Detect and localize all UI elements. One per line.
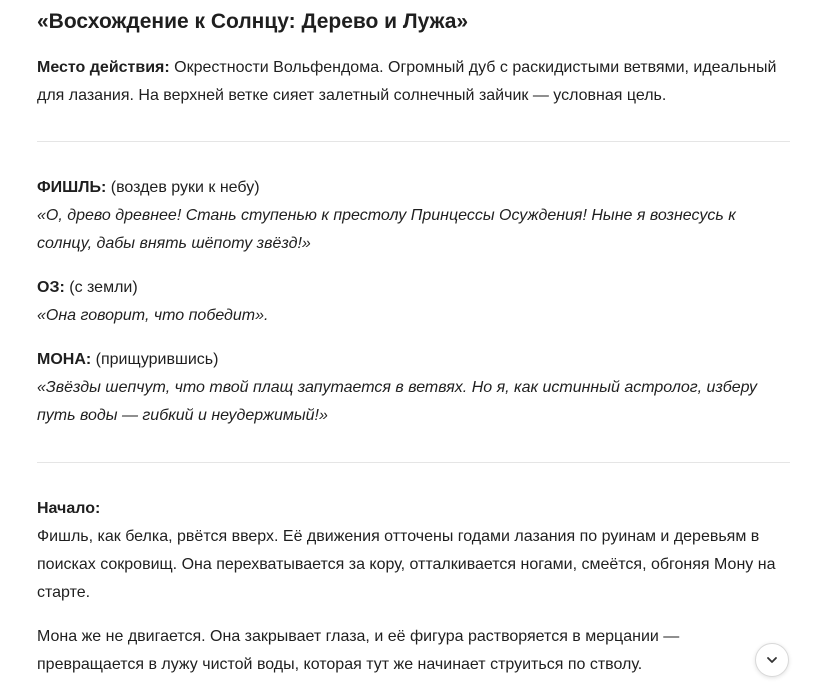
speaker-fishl: ФИШЛЬ: — [37, 179, 107, 196]
direction-fishl: (воздев руки к небу) — [106, 179, 260, 196]
line-oz: «Она говорит, что победит». — [37, 307, 269, 324]
dialogue-oz — [37, 274, 790, 330]
divider — [37, 141, 790, 142]
speaker-mona: МОНА: — [37, 351, 92, 368]
speaker-oz: ОЗ: — [37, 279, 65, 296]
doc-title: «Восхождение к Солнцу: Дерево и Лужа» — [37, 10, 469, 33]
direction-oz: (с земли) — [64, 279, 138, 296]
dialogue-fishl — [37, 174, 790, 258]
dialogue-mona — [37, 346, 790, 430]
line-fishl: «О, древо древнее! Стань ступенью к престолу Принцессы Осуждения! Ныне я вознесусь к солнцу, дабы внять шёпоту звёзд!» — [37, 207, 736, 252]
setting-text: Окрестности Вольфендома. Огромный дуб с раскидистыми ветвями, идеальный для лазания. На верхней ветке сияет залетный солнечный зайчик — условная цель. — [37, 59, 777, 104]
setting-label: Место действия: — [37, 59, 170, 76]
scroll-down-button[interactable] — [755, 643, 789, 677]
start-heading: Начало: — [37, 500, 101, 517]
chevron-down-icon — [765, 653, 779, 667]
start-paragraph-1: Фишль, как белка, рвётся вверх. Её движения отточены годами лазания по руинам и деревьям в поисках сокровищ. Она перехватывается за кору, отталкивается ногами, смеётся, обгоняя Мону на старте. — [37, 528, 776, 601]
line-mona: «Звёзды шепчут, что твой плащ запутается в ветвях. Но я, как истинный астролог, изберу путь воды — гибкий и неудержимый!» — [37, 379, 757, 424]
direction-mona: (прищурившись) — [91, 351, 219, 368]
start-section — [37, 495, 790, 607]
start-paragraph-2: Мона же не двигается. Она закрывает глаза, и её фигура растворяется в мерцании — превращается в лужу чистой воды, которая тут же начинает струиться по стволу. — [37, 628, 680, 673]
divider — [37, 462, 790, 463]
setting-paragraph — [37, 54, 790, 110]
